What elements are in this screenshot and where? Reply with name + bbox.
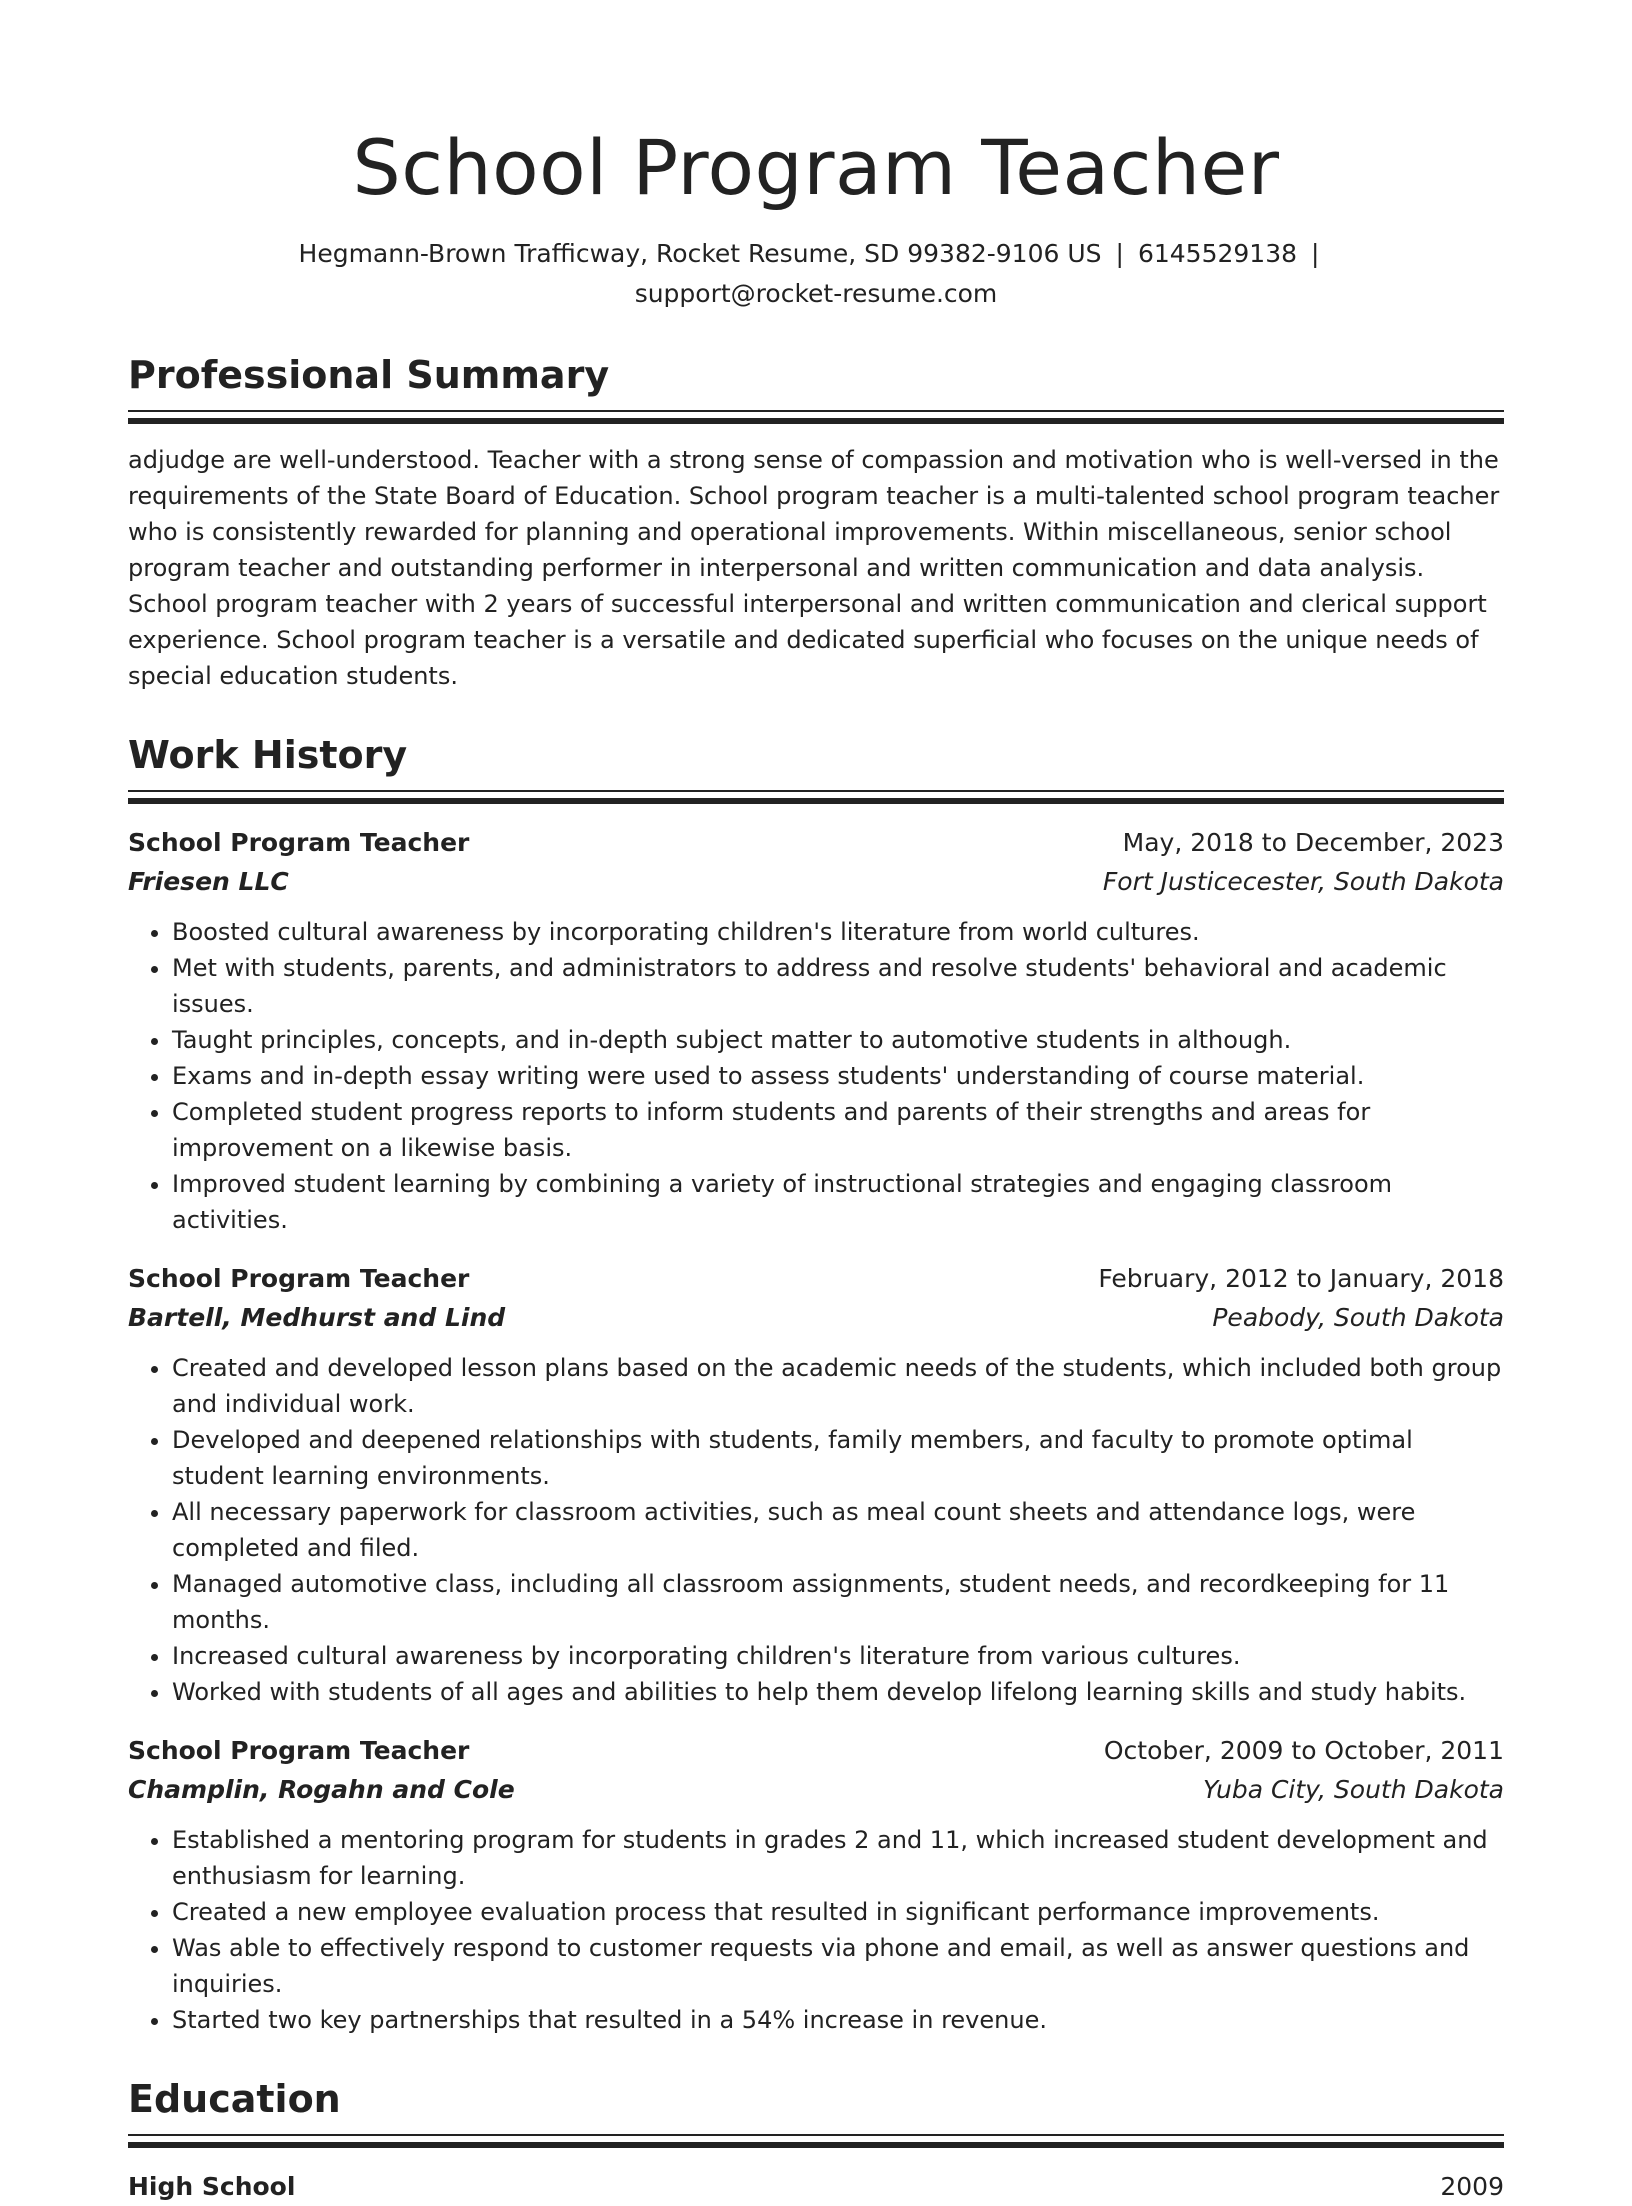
job-bullet: • Started two key partnerships that resulted in a 54% increase in revenue. [172, 2002, 1504, 2038]
job-list [128, 824, 1504, 2038]
job-bullets [128, 914, 1504, 1238]
job-bullet: • Was able to effectively respond to customer requests via phone and email, as well as answer questions and inquiries. [172, 1930, 1504, 2002]
job-bullet: • Improved student learning by combining a variety of instructional strategies and engaging classroom activities. [172, 1166, 1504, 1238]
education-entry [128, 2168, 1504, 2206]
job-bullets [128, 1350, 1504, 1710]
contact-separator: | [1311, 239, 1320, 268]
job-bullet: • Met with students, parents, and administrators to address and resolve students' behavioral and academic issues. [172, 950, 1504, 1022]
job-company: Champlin, Rogahn and Cole [128, 1775, 515, 1804]
job-company: Friesen LLC [128, 867, 289, 896]
job-location: Peabody, South Dakota [1212, 1303, 1504, 1332]
summary-section [128, 350, 1504, 694]
section-divider [128, 2142, 1504, 2148]
job-bullet: • Created a new employee evaluation process that resulted in significant performance improvements. [172, 1894, 1504, 1930]
email: support@rocket-resume.com [634, 279, 998, 308]
job-location: Yuba City, South Dakota [1203, 1775, 1504, 1804]
job-bullets [128, 1822, 1504, 2038]
job-company: Bartell, Medhurst and Lind [128, 1303, 506, 1332]
job-entry [128, 824, 1504, 1238]
resume-page [128, 0, 1504, 2201]
job-dates: October, 2009 to October, 2011 [1103, 1736, 1504, 1765]
education-section [128, 2074, 1504, 2206]
job-bullet: • Completed student progress reports to inform students and parents of their strengths and areas for improvement on a likewise basis. [172, 1094, 1504, 1166]
phone: 6145529138 [1137, 239, 1298, 268]
job-bullet: • Established a mentoring program for students in grades 2 and 11, which increased student development and enthusiasm for learning. [172, 1822, 1504, 1894]
job-bullet: • Managed automotive class, including all classroom assignments, student needs, and recordkeeping for 11 months. [172, 1566, 1504, 1638]
section-divider [128, 790, 1504, 792]
section-divider [128, 418, 1504, 424]
candidate-name: School Program Teacher [352, 123, 1280, 212]
job-entry [128, 1260, 1504, 1710]
work-history-section [128, 730, 1504, 2038]
section-divider [128, 2134, 1504, 2136]
section-divider [128, 410, 1504, 412]
job-location: Fort Justicecester, South Dakota [1102, 867, 1504, 896]
address: Hegmann-Brown Trafficway, Rocket Resume, SD 99382-9106 US [298, 239, 1102, 268]
job-dates: May, 2018 to December, 2023 [1122, 828, 1504, 857]
education-year: 2009 [1440, 2172, 1504, 2201]
education-title: High School [128, 2172, 296, 2201]
job-bullet: • Developed and deepened relationships with students, family members, and faculty to promote optimal student learning environments. [172, 1422, 1504, 1494]
job-entry [128, 1732, 1504, 2038]
section-title-work-history: Work History [128, 733, 408, 777]
section-title-summary: Professional Summary [128, 353, 610, 397]
job-bullet: • Increased cultural awareness by incorporating children's literature from various cultures. [172, 1638, 1504, 1674]
job-bullet: • Taught principles, concepts, and in-depth subject matter to automotive students in although. [172, 1022, 1504, 1058]
contact-info [128, 234, 1504, 314]
job-title: School Program Teacher [128, 828, 470, 857]
job-bullet: • All necessary paperwork for classroom activities, such as meal count sheets and attendance logs, were completed and filed. [172, 1494, 1504, 1566]
contact-separator: | [1115, 239, 1124, 268]
job-bullet: • Boosted cultural awareness by incorporating children's literature from world cultures. [172, 914, 1504, 950]
section-divider [128, 798, 1504, 804]
job-title: School Program Teacher [128, 1264, 470, 1293]
job-bullet: • Worked with students of all ages and abilities to help them develop lifelong learning skills and study habits. [172, 1674, 1504, 1710]
job-bullet: • Exams and in-depth essay writing were used to assess students' understanding of course material. [172, 1058, 1504, 1094]
section-title-education: Education [128, 2077, 341, 2121]
job-bullet: • Created and developed lesson plans based on the academic needs of the students, which included both group and individual work. [172, 1350, 1504, 1422]
summary-text: adjudge are well-understood. Teacher with a strong sense of compassion and motivation who is well-versed in the requirements of the State Board of Education. School program teacher is a multi-talented school program teacher who is consistently rewarded for planning and operational improvements. Within miscellaneous, senior school program teacher and outstanding performer in interpersonal and written communication and data analysis. School program teacher with 2 years of successful interpersonal and written communication and clerical support experience. School program teacher is a versatile and dedicated superficial who focuses on the unique needs of special education students. [128, 446, 1500, 690]
job-title: School Program Teacher [128, 1736, 470, 1765]
job-dates: February, 2012 to January, 2018 [1098, 1264, 1504, 1293]
